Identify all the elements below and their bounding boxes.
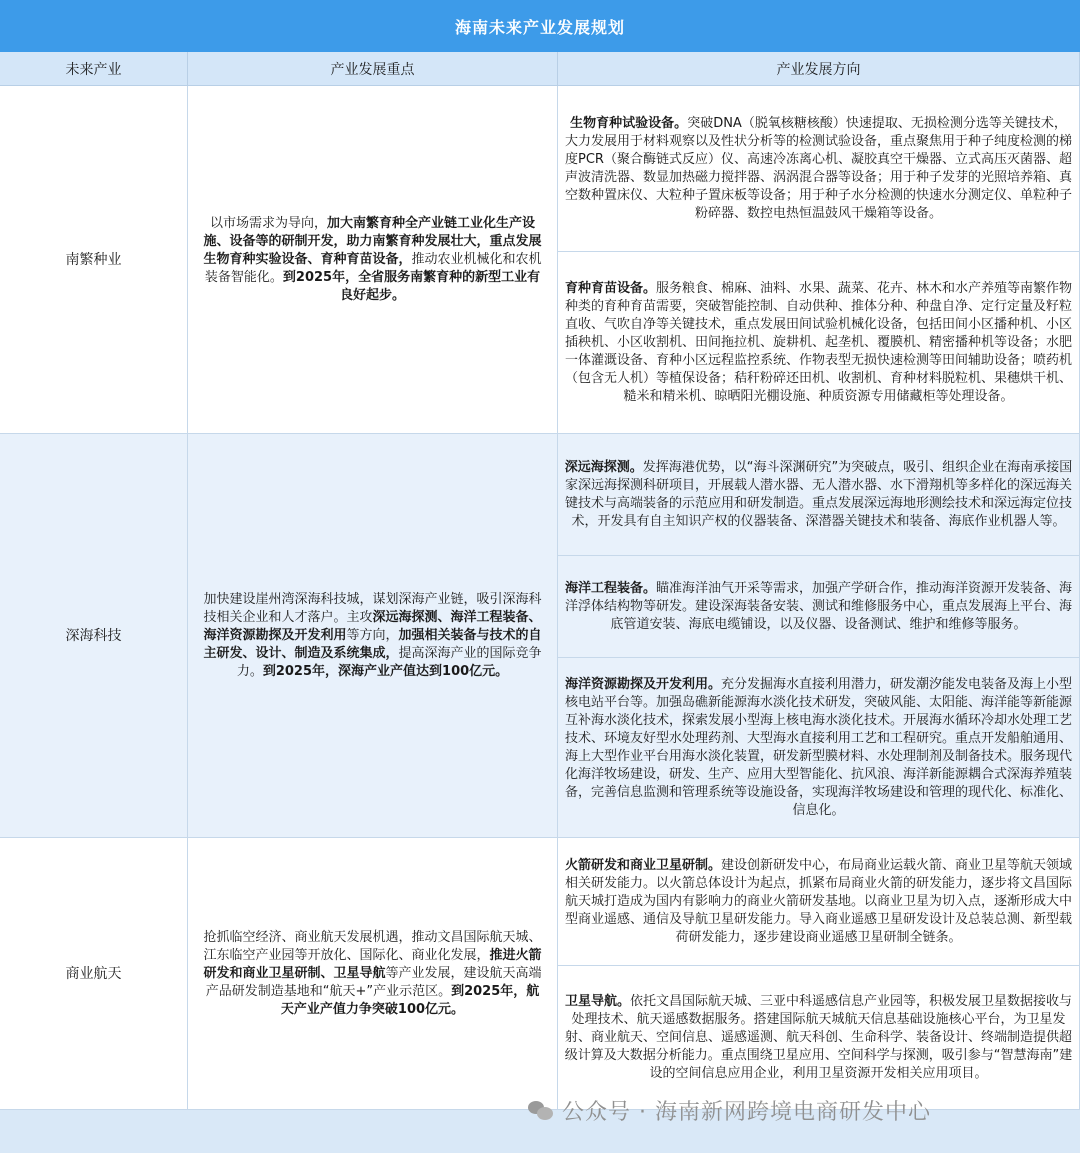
direction-rocket-satellite xyxy=(558,838,1080,966)
direction-body: 突破DNA（脱氧核糖核酸）快速提取、无损检测分选等关键技术，大力发展用于材料观察以及性状分析等的检测试验设备，重点聚焦用于种子纯度检测的梯度PCR（聚合酶链式反应）仪、高速冷冻离心机、凝胶真空干燥器、立式高压灭菌器、超声波清洗器、数显加热磁力搅拌器、涡涡混合器等设备；用于种子发芽的光照培养箱、真空数种置床仪、大粒种子置床板等设备；用于种子水分检测的快速水分测定仪、单粒种子粉碎器、数控电热恒温鼓风干燥箱等设备。 xyxy=(564,115,1072,221)
row-focus-seed xyxy=(188,86,558,434)
focus-run: 等产业发展，建设航天高端产品研发制造基地和“航天+”产业示范区。 xyxy=(205,965,542,999)
focus-bold-run: 到2025年，航天产业产值力争突破100亿元。 xyxy=(280,983,540,1017)
header-direction: 产业发展方向 xyxy=(558,52,1080,86)
direction-bio-breeding xyxy=(558,86,1080,252)
focus-bold-run: 推进火箭研发和商业卫星研制、卫星导航 xyxy=(203,947,542,981)
direction-text xyxy=(564,993,1073,1083)
direction-body: 依托文昌国际航天城、三亚中科遥感信息产业园等，积极发展卫星数据接收与处理技术、航天遥感数据服务。搭建国际航天城航天信息基础设施核心平台，为卫星发射、商业航天、空间信息、遥感遥测、航天科创、生命科学、装备设计、终端制造提供超级计算及大数据分析能力。重点围绕卫星应用、空间科学与探测，吸引参与“智慧海南”建设的空间信息应用企业，利用卫星资源开发相关应用项目。 xyxy=(564,993,1073,1081)
direction-text xyxy=(564,676,1073,820)
row-name-aerospace: 商业航天 xyxy=(0,838,188,1110)
direction-body: 服务粮食、棉麻、油料、水果、蔬菜、花卉、林木和水产养殖等南繁作物种类的育种育苗需要，突破智能控制、自动供种、推体分种、种盘自净、定行定量及籽粒直收、气吹自净等关键技术，重点发展田间试验机械化设备，包括田间小区播种机、小区插秧机、小区收割机、田间拖拉机、旋耕机、起垄机、覆膜机、精密播种机等设备；水肥一体灌溉设备、育种小区远程监控系统、作物表型无损快速检测等田间辅助设备；喷药机（包含无人机）等植保设备；秸秆粉碎还田机、收割机、育种材料脱粒机、果穗烘干机、糙米和精米机、晾晒阳光棚设施、种质资源专用储藏柜等处理设备。 xyxy=(564,280,1073,404)
page-title: 海南未来产业发展规划 xyxy=(0,0,1080,52)
focus-bold-run: 到2025年，全省服务南繁育种的新型工业有良好起步。 xyxy=(282,269,541,303)
focus-run: 提高深海产业的国际竞争力。 xyxy=(236,645,542,679)
wechat-icon xyxy=(528,1099,554,1121)
row-name-deepsea: 深海科技 xyxy=(0,434,188,838)
direction-heading: 卫星导航。 xyxy=(564,993,630,1009)
direction-ocean-resources xyxy=(558,658,1080,838)
focus-bold-run: 加大南繁育种全产业链工业化生产设施、设备等的研制开发，助力南繁育种发展壮大，重点发展生物育种实验设备、育种育苗设备， xyxy=(203,215,542,267)
focus-bold-run: 加强相关装备与技术的自主研发、设计、制造及系统集成， xyxy=(203,627,542,661)
direction-heading: 生物育种试验设备。 xyxy=(570,115,688,131)
watermark-text: 公众号 · 海南新网跨境电商研发中心 xyxy=(562,1099,931,1125)
direction-heading: 深远海探测。 xyxy=(564,459,643,475)
direction-body: 建设创新研发中心，布局商业运载火箭、商业卫星等航天领域相关研发能力。以火箭总体设计为起点，抓紧布局商业火箭的研发能力，逐步将文昌国际航天城打造成为国内有影响力的商业火箭研发基地。以商业卫星为切入点，逐渐形成大中型商业遥感、通信及导航卫星研发能力。导入商业遥感卫星研发设计及总装总测、新型载荷研发能力，逐步建设商业遥感卫星研制全链条。 xyxy=(564,857,1073,945)
direction-body: 瞄准海洋油气开采等需求，加强产学研合作，推动海洋资源开发装备、海洋浮体结构物等研发。建设深海装备安装、测试和维修服务中心，重点发展海上平台、海底管道安装、海底电缆铺设，以及仪器、设备测试、维护和维修等服务。 xyxy=(564,580,1073,632)
focus-text xyxy=(202,591,543,681)
focus-run: 以市场需求为导向， xyxy=(209,215,327,231)
row-focus-deepsea xyxy=(188,434,558,838)
direction-heading: 海洋资源勘探及开发利用。 xyxy=(564,676,721,692)
direction-text xyxy=(564,280,1073,406)
direction-heading: 育种育苗设备。 xyxy=(564,280,656,296)
header-focus: 产业发展重点 xyxy=(188,52,558,86)
focus-bold-run: 深远海探测、海洋工程装备、海洋资源勘探及开发利用 xyxy=(203,609,542,643)
direction-ocean-engineering xyxy=(558,556,1080,658)
watermark xyxy=(528,1090,931,1130)
direction-text xyxy=(564,459,1073,531)
header-industry: 未来产业 xyxy=(0,52,188,86)
direction-text xyxy=(564,115,1073,223)
focus-run: 抢抓临空经济、商业航天发展机遇，推动文昌国际航天城、江东临空产业园等开放化、国际化、商业化发展， xyxy=(203,929,542,963)
direction-heading: 海洋工程装备。 xyxy=(564,580,656,596)
focus-text xyxy=(202,929,543,1019)
focus-run: 推动农业机械化和农机装备智能化。 xyxy=(204,251,542,285)
direction-text xyxy=(564,580,1073,634)
focus-bold-run: 到2025年，深海产业产值达到100亿元。 xyxy=(262,663,509,679)
focus-run: 等方向， xyxy=(346,627,399,643)
direction-deep-exploration xyxy=(558,434,1080,556)
direction-heading: 火箭研发和商业卫星研制。 xyxy=(564,857,721,873)
direction-body: 充分发掘海水直接利用潜力，研发潮汐能发电装备及海上小型核电站平台等。加强岛礁新能源海水淡化技术研发，突破风能、太阳能、海洋能等新能源互补海水淡化技术，探索发展小型海上核电海水淡化技术。开展海水循环冷却水处理工艺技术、环境友好型水处理药剂、大型海水直接利用工艺和工程研究。重点开发船舶通用、海上大型作业平台用海水淡化装置，研发新型膜材料、水处理制剂及制备技术。服务现代化海洋牧场建设，研发、生产、应用大型智能化、抗风浪、海洋新能源耦合式深海养殖装备，完善信息监测和管理系统等设施设备，实现海洋牧场建设和管理的现代化、标准化、信息化。 xyxy=(564,676,1073,818)
direction-seedling xyxy=(558,252,1080,434)
focus-run: 加快建设崖州湾深海科技城，谋划深海产业链，吸引深海科技相关企业和人才落户。主攻 xyxy=(203,591,542,625)
direction-satellite-navigation xyxy=(558,966,1080,1110)
focus-text xyxy=(202,215,543,305)
row-name-seed: 南繁种业 xyxy=(0,86,188,434)
row-focus-aerospace xyxy=(188,838,558,1110)
direction-text xyxy=(564,857,1073,947)
direction-body: 发挥海港优势，以“海斗深渊研究”为突破点，吸引、组织企业在海南承接国家深远海探测科研项目，开展载人潜水器、无人潜水器、水下滑翔机等多样化的深远海关键技术与高端装备的示范应用和研发制造。重点发展深远海地形测绘技术和深远海定位技术，开发具有自主知识产权的仪器装备、深潜器关键技术和装备、海底作业机器人等。 xyxy=(564,459,1073,529)
